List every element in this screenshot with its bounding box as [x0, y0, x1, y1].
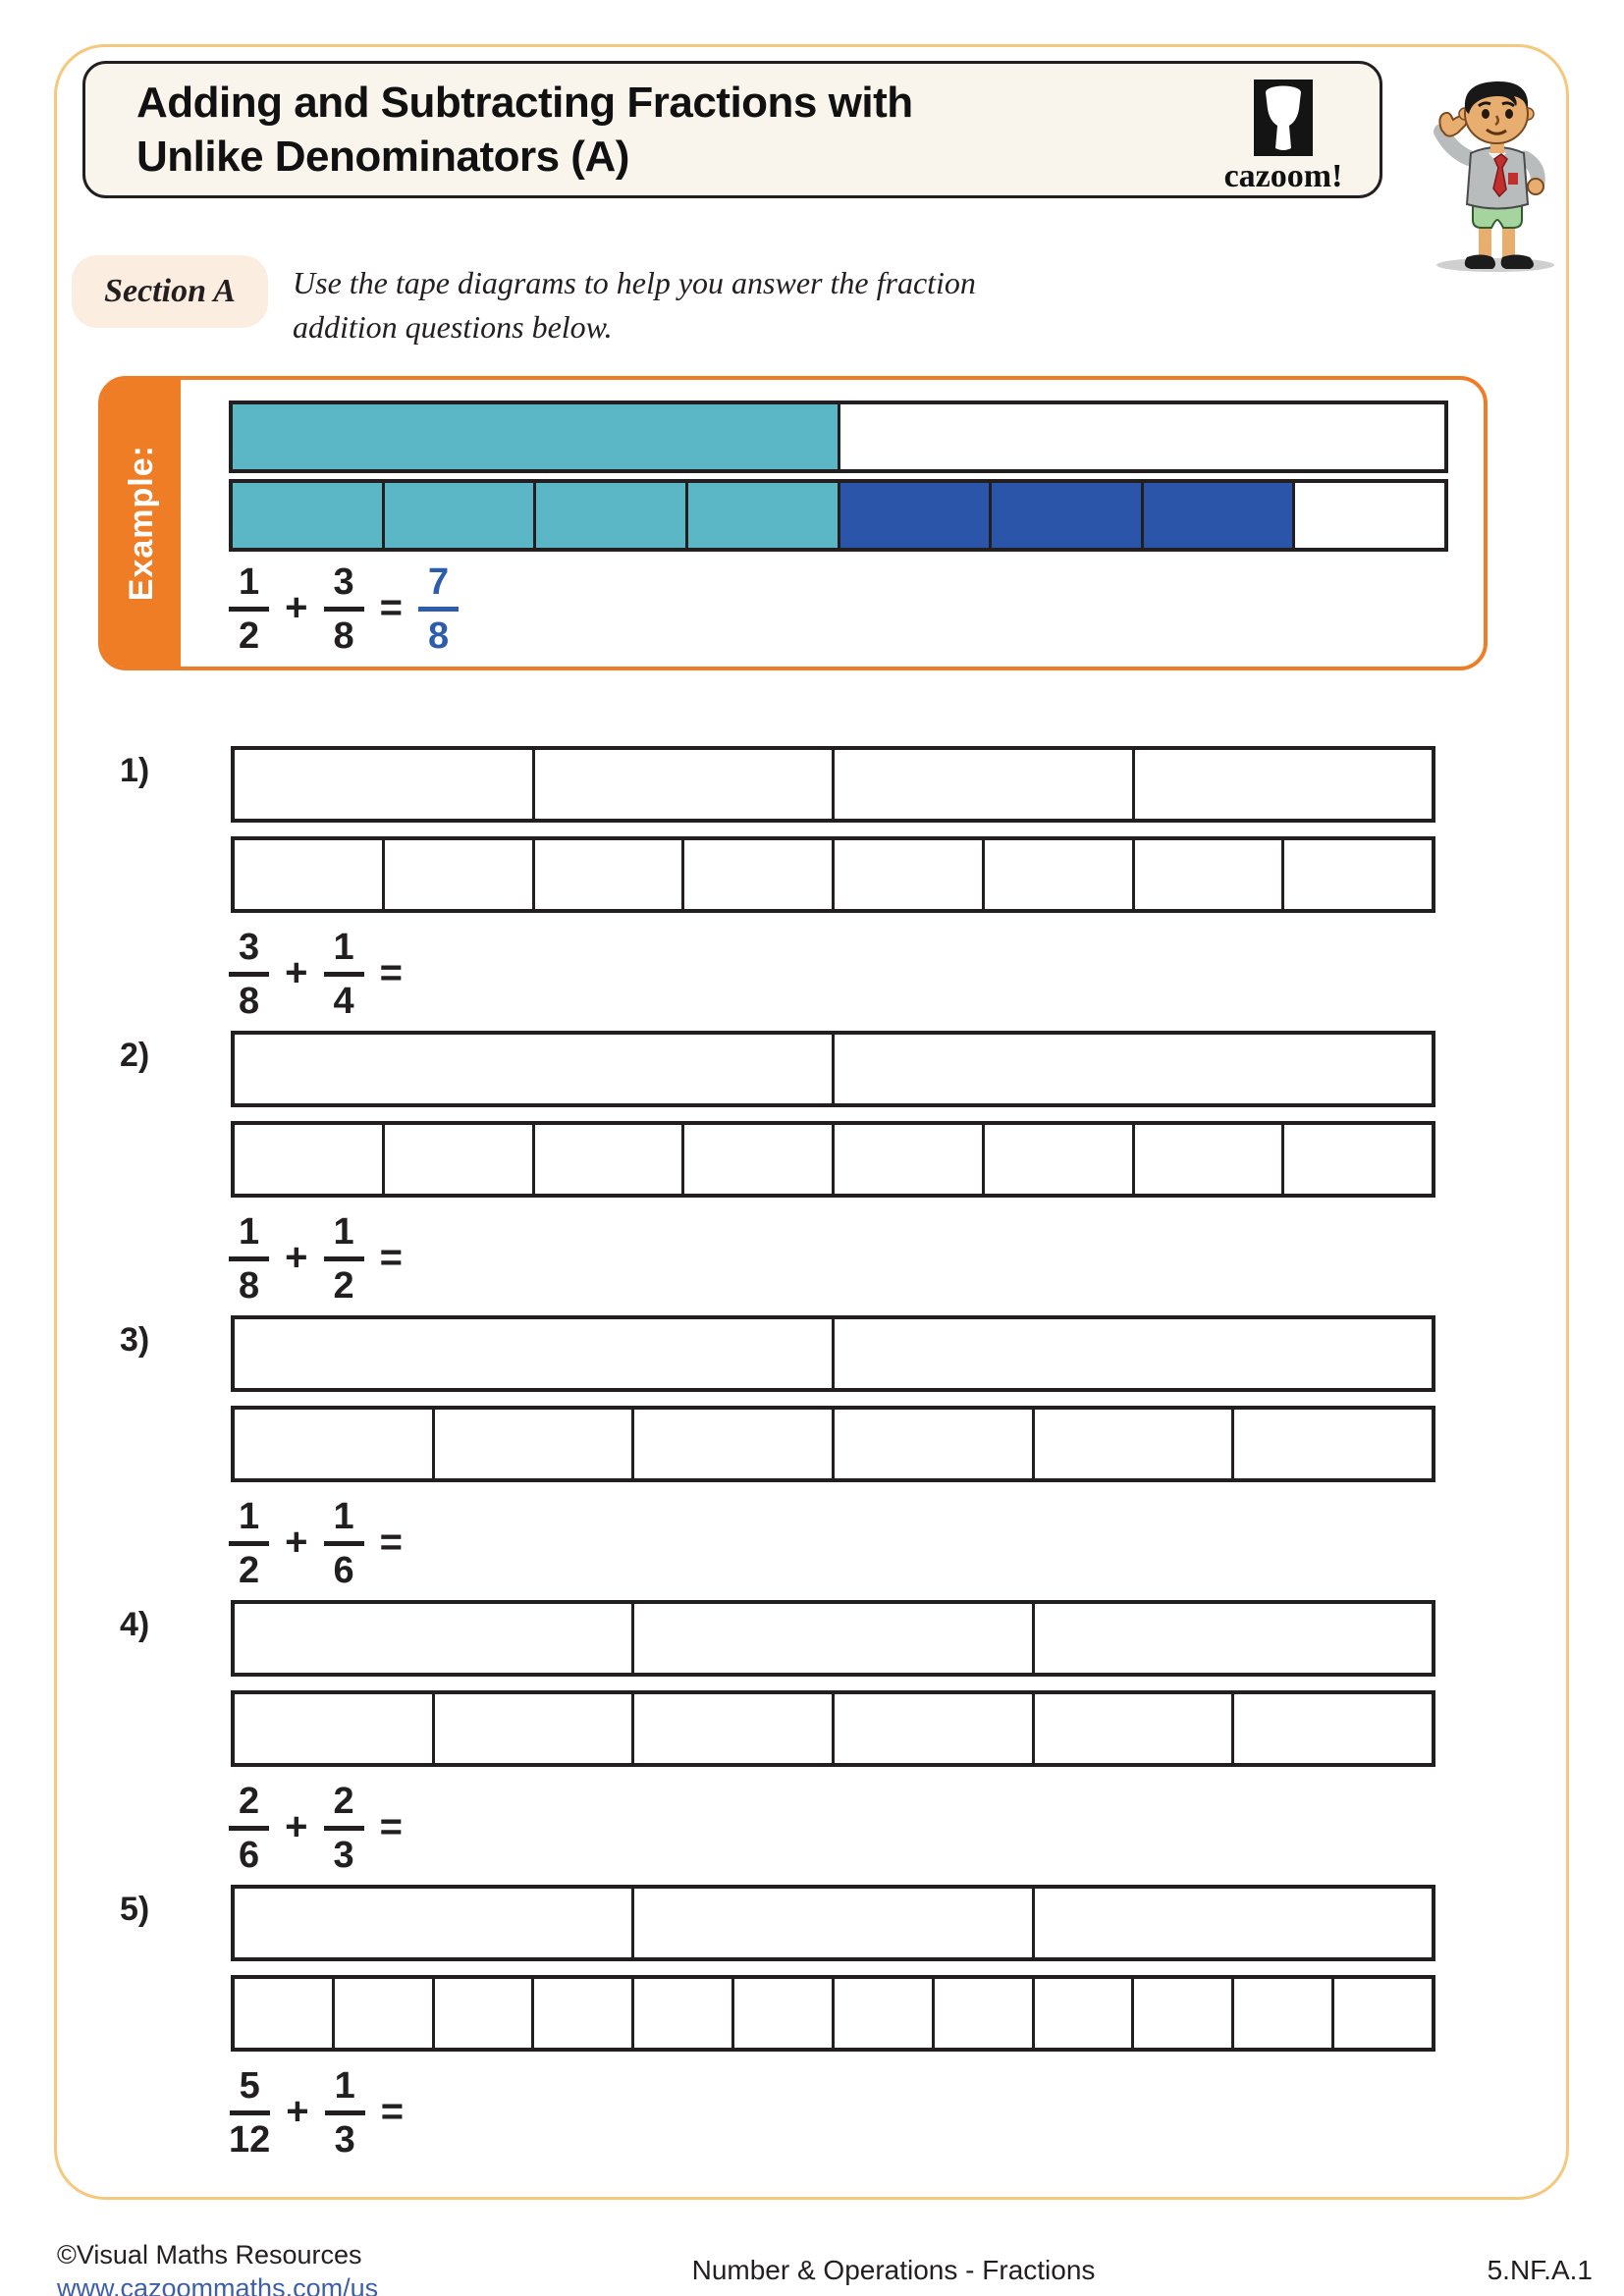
tape-cell — [992, 483, 1144, 548]
fraction — [324, 561, 364, 655]
tape-cell — [634, 1694, 835, 1763]
question-equation — [229, 927, 418, 1020]
tape-cell — [1334, 1979, 1432, 2048]
website-link[interactable]: www.cazoommaths.com/us — [57, 2273, 379, 2296]
tape-cell — [1035, 1694, 1235, 1763]
tape-cell — [233, 404, 840, 469]
tape-cell — [235, 840, 385, 909]
equals-sign: = — [379, 1236, 403, 1279]
fraction-numerator: 1 — [229, 1496, 269, 1546]
tape-cell — [536, 483, 688, 548]
fraction — [229, 1211, 269, 1305]
standard-code: 5.NF.A.1 — [1487, 2255, 1593, 2285]
section-label-text: Section A — [104, 273, 236, 309]
example-tape-top — [229, 400, 1448, 473]
fraction — [229, 561, 269, 655]
fraction-denominator: 2 — [239, 1550, 260, 1591]
tape-cell — [1234, 1410, 1432, 1478]
question-tape-top — [231, 1315, 1435, 1392]
question-tape-bottom — [231, 836, 1435, 913]
drum-icon — [1253, 80, 1314, 156]
fraction — [229, 927, 269, 1020]
fraction-numerator: 1 — [324, 927, 364, 977]
tape-cell — [435, 1410, 635, 1478]
tape-cell — [235, 1604, 634, 1673]
tape-cell — [1284, 840, 1432, 909]
tape-cell — [835, 1979, 935, 2048]
fraction — [324, 927, 364, 1020]
question-tape-bottom — [231, 1975, 1435, 2052]
fraction — [324, 1781, 364, 1874]
equals-sign: = — [379, 951, 403, 994]
tape-cell — [835, 1319, 1432, 1388]
fraction — [229, 1781, 269, 1874]
tape-cell — [840, 404, 1445, 469]
question-number: 1) — [120, 752, 150, 789]
fraction-denominator: 4 — [333, 981, 354, 1022]
question-equation — [229, 1781, 418, 1874]
cazoom-logo-text: cazoom! — [1223, 158, 1343, 194]
fraction-denominator: 6 — [239, 1835, 260, 1876]
fraction-denominator: 6 — [333, 1550, 354, 1591]
question-number: 3) — [120, 1321, 150, 1359]
fraction-denominator: 3 — [334, 2119, 355, 2161]
fraction-numerator: 5 — [230, 2065, 270, 2115]
fraction-denominator: 2 — [333, 1265, 354, 1307]
fraction-numerator: 1 — [229, 561, 269, 612]
footer-left — [57, 2238, 378, 2296]
question-number: 2) — [120, 1037, 150, 1074]
tape-cell — [385, 483, 537, 548]
tape-cell — [535, 840, 685, 909]
tape-cell — [835, 1410, 1035, 1478]
question-tape-top — [231, 746, 1435, 823]
tape-cell — [235, 1979, 335, 2048]
tape-cell — [435, 1694, 635, 1763]
equals-sign: = — [379, 1805, 403, 1848]
tape-cell — [734, 1979, 835, 2048]
page-title-line1: Adding and Subtracting Fractions with — [136, 79, 913, 127]
tape-cell — [235, 1694, 435, 1763]
example-tape-bottom — [229, 479, 1448, 552]
fraction-numerator: 1 — [325, 2065, 365, 2115]
tape-cell — [1135, 840, 1285, 909]
tape-cell — [235, 1319, 835, 1388]
question-block — [0, 746, 1624, 1031]
equals-sign: = — [379, 586, 403, 629]
tape-cell — [1035, 1979, 1135, 2048]
title-box — [82, 61, 1382, 198]
tape-cell — [335, 1979, 435, 2048]
tape-cell — [1035, 1889, 1432, 1957]
question-tape-top — [231, 1600, 1435, 1677]
tape-cell — [835, 750, 1135, 819]
tape-cell — [535, 750, 836, 819]
page-title — [136, 76, 913, 184]
example-tab-label: Example: — [122, 445, 160, 602]
question-block — [0, 1031, 1624, 1315]
tape-cell — [835, 1035, 1432, 1103]
plus-operator: + — [285, 586, 308, 629]
tape-cell — [985, 840, 1135, 909]
tape-cell — [1144, 483, 1296, 548]
plus-operator: + — [285, 1805, 308, 1848]
copyright-text: ©Visual Maths Resources — [57, 2240, 362, 2269]
question-tape-top — [231, 1885, 1435, 1961]
tape-cell — [1035, 1604, 1432, 1673]
instruction-text — [293, 261, 976, 349]
question-block — [0, 1600, 1624, 1885]
fraction-numerator: 7 — [418, 561, 459, 612]
fraction-denominator: 8 — [428, 615, 450, 657]
section-label — [72, 255, 268, 328]
fraction-denominator: 8 — [239, 1265, 260, 1307]
fraction-denominator: 12 — [229, 2119, 271, 2161]
tape-cell — [235, 1125, 385, 1194]
tape-cell — [840, 483, 993, 548]
fraction — [324, 1496, 364, 1589]
fraction-denominator: 2 — [239, 615, 260, 657]
tape-cell — [684, 1125, 835, 1194]
fraction-numerator: 3 — [229, 927, 269, 977]
question-block — [0, 1315, 1624, 1600]
tape-cell — [985, 1125, 1135, 1194]
boy-character-illustration — [1392, 57, 1594, 273]
fraction-numerator: 2 — [229, 1781, 269, 1831]
plus-operator: + — [286, 2090, 309, 2133]
question-tape-bottom — [231, 1406, 1435, 1482]
example-tab — [102, 380, 181, 667]
fraction — [325, 2065, 365, 2159]
tape-cell — [835, 840, 985, 909]
instruction-line1: Use the tape diagrams to help you answer the fraction — [293, 265, 976, 300]
tape-cell — [634, 1889, 1034, 1957]
question-block — [0, 1885, 1624, 2169]
question-equation — [229, 1211, 418, 1305]
tape-cell — [435, 1979, 535, 2048]
tape-cell — [1234, 1694, 1432, 1763]
instruction-line2: addition questions below. — [293, 309, 613, 345]
tape-cell — [1135, 750, 1433, 819]
question-tape-bottom — [231, 1121, 1435, 1198]
fraction-numerator: 1 — [229, 1211, 269, 1261]
tape-cell — [534, 1979, 634, 2048]
question-equation — [229, 1496, 418, 1589]
fraction — [229, 2065, 270, 2159]
fraction-denominator: 8 — [239, 981, 260, 1022]
example-equation — [229, 561, 459, 655]
tape-cell — [935, 1979, 1035, 2048]
tape-cell — [235, 1035, 835, 1103]
plus-operator: + — [285, 1236, 308, 1279]
tape-cell — [233, 483, 385, 548]
question-tape-top — [231, 1031, 1435, 1107]
question-tape-bottom — [231, 1690, 1435, 1767]
tape-cell — [385, 1125, 535, 1194]
question-number: 4) — [120, 1606, 150, 1643]
fraction — [229, 1496, 269, 1589]
fraction-denominator: 3 — [333, 1835, 354, 1876]
tape-cell — [1295, 483, 1444, 548]
plus-operator: + — [285, 951, 308, 994]
footer-topic-text: Number & Operations - Fractions — [691, 2255, 1096, 2285]
fraction-numerator: 2 — [324, 1781, 364, 1831]
tape-cell — [385, 840, 535, 909]
question-number: 5) — [120, 1891, 150, 1928]
cazoom-logo — [1219, 80, 1347, 195]
tape-cell — [1234, 1979, 1334, 2048]
tape-cell — [235, 1410, 435, 1478]
question-equation — [229, 2065, 419, 2159]
plus-operator: + — [285, 1521, 308, 1564]
equals-sign: = — [380, 2090, 405, 2133]
tape-cell — [535, 1125, 685, 1194]
tape-cell — [1035, 1410, 1235, 1478]
tape-cell — [1135, 1125, 1285, 1194]
tape-cell — [235, 1889, 634, 1957]
page-title-line2: Unlike Denominators (A) — [136, 133, 629, 181]
fraction-numerator: 1 — [324, 1496, 364, 1546]
tape-cell — [835, 1125, 985, 1194]
tape-cell — [1134, 1979, 1234, 2048]
tape-cell — [634, 1410, 835, 1478]
tape-cell — [688, 483, 840, 548]
tape-cell — [1284, 1125, 1432, 1194]
tape-cell — [684, 840, 835, 909]
tape-cell — [634, 1979, 734, 2048]
fraction-numerator: 1 — [324, 1211, 364, 1261]
fraction-numerator: 3 — [324, 561, 364, 612]
tape-cell — [634, 1604, 1034, 1673]
tape-cell — [235, 750, 535, 819]
fraction-denominator: 8 — [333, 615, 354, 657]
fraction — [324, 1211, 364, 1305]
tape-cell — [835, 1694, 1035, 1763]
fraction — [418, 561, 459, 655]
equals-sign: = — [379, 1521, 403, 1564]
